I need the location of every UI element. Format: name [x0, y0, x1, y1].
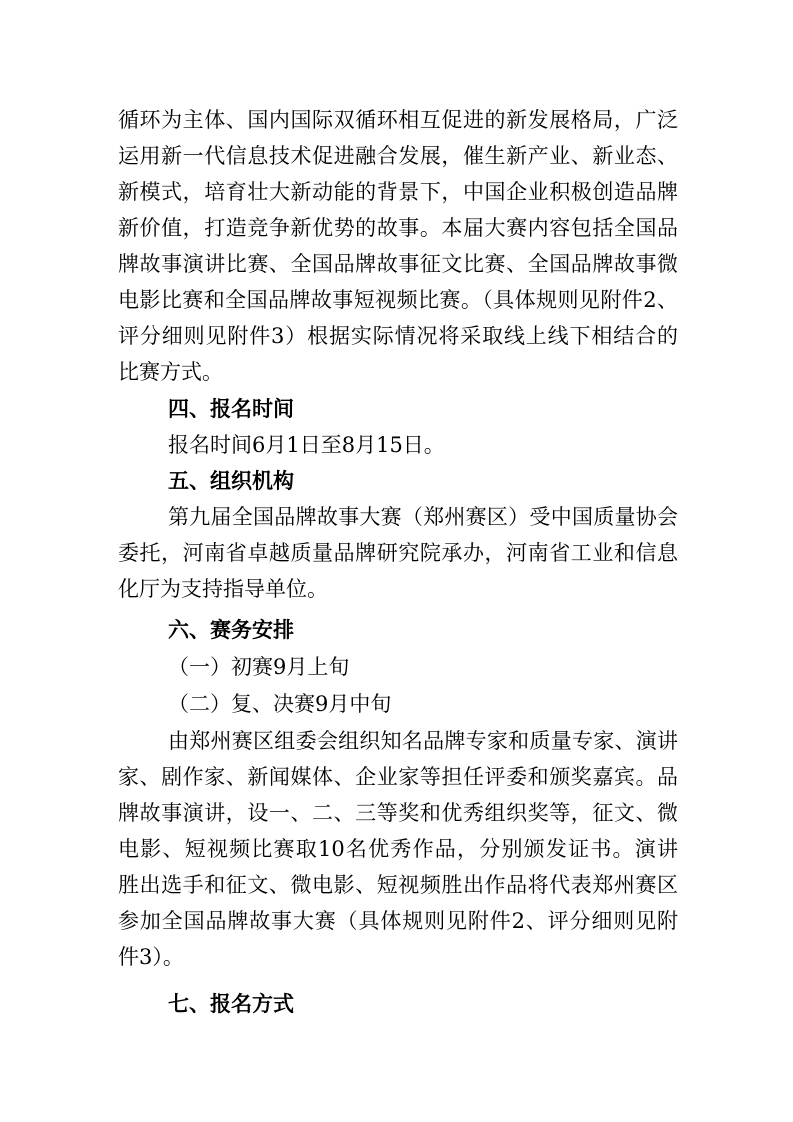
paragraph-line: 第九届全国品牌故事大赛（郑州赛区）受中国质量协会 [168, 505, 678, 529]
paragraph-line: 电影、短视频比赛取10名优秀作品，分别颁发证书。演讲 [118, 837, 678, 861]
paragraph-line: 委托，河南省卓越质量品牌研究院承办，河南省工业和信息 [118, 541, 678, 565]
paragraph-line: 化厅为支持指导单位。 [118, 577, 328, 601]
section-heading-organization: 五、组织机构 [168, 469, 294, 493]
paragraph-line: 件3）。 [118, 945, 184, 969]
paragraph-line: 循环为主体、国内国际双循环相互促进的新发展格局，广泛 [118, 108, 678, 132]
paragraph-line: 牌故事演讲，设一、二、三等奖和优秀组织奖等，征文、微 [118, 801, 678, 825]
paragraph-line: 电影比赛和全国品牌故事短视频比赛。（具体规则见附件2、 [118, 288, 678, 312]
paragraph-line: 新模式，培育壮大新动能的背景下，中国企业积极创造品牌 [118, 180, 678, 204]
list-item: （二）复、决赛9月中旬 [168, 692, 392, 716]
paragraph-line: 运用新一代信息技术促进融合发展，催生新产业、新业态、 [118, 144, 678, 168]
paragraph-line: 家、剧作家、新闻媒体、企业家等担任评委和颁奖嘉宾。品 [118, 765, 678, 789]
paragraph-line: 胜出选手和征文、微电影、短视频胜出作品将代表郑州赛区 [118, 873, 678, 897]
section-heading-registration-time: 四、报名时间 [168, 397, 294, 421]
section-heading-registration-method: 七、报名方式 [168, 992, 294, 1016]
paragraph-line: 由郑州赛区组委会组织知名品牌专家和质量专家、演讲 [168, 729, 678, 753]
section-heading-schedule: 六、赛务安排 [168, 618, 294, 642]
paragraph-line: 牌故事演讲比赛、全国品牌故事征文比赛、全国品牌故事微 [118, 252, 678, 276]
paragraph-line: 参加全国品牌故事大赛（具体规则见附件2、评分细则见附 [118, 909, 678, 933]
paragraph-line: 评分细则见附件3）根据实际情况将采取线上线下相结合的 [118, 324, 678, 348]
paragraph-line: 比赛方式。 [118, 360, 223, 384]
paragraph-line: 报名时间6月1日至8月15日。 [168, 433, 445, 457]
list-item: （一）初赛9月上旬 [168, 655, 350, 679]
paragraph-line: 新价值，打造竞争新优势的故事。本届大赛内容包括全国品 [118, 216, 678, 240]
